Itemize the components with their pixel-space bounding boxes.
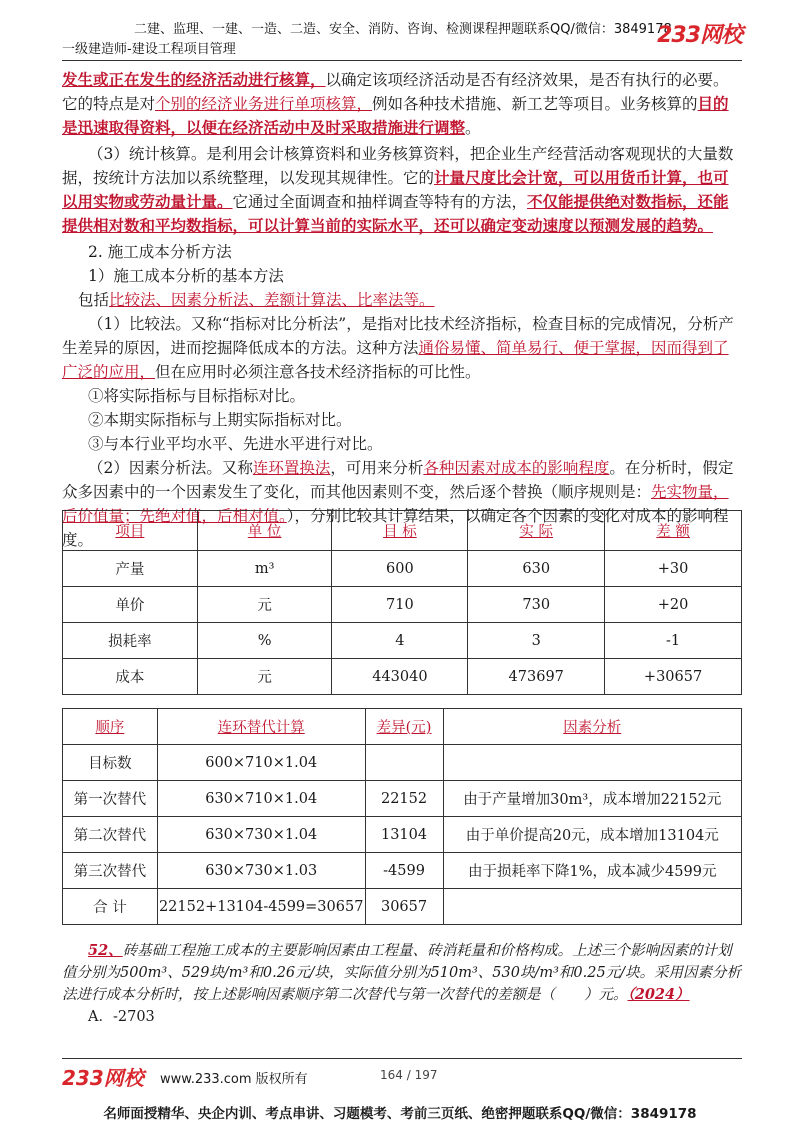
table-cell: -1 <box>605 623 742 659</box>
paragraph-comparison-method <box>62 312 738 384</box>
table-cell: +30657 <box>605 659 742 695</box>
table-cell: 元 <box>197 587 332 623</box>
table-cell: 由于产量增加30m³，成本增加22152元 <box>443 781 741 817</box>
table-cell: 630 <box>468 551 605 587</box>
table-cell <box>443 745 741 781</box>
table-cell <box>443 889 741 925</box>
exam-question <box>62 940 742 1028</box>
plain-text: 。 <box>465 119 481 137</box>
table-header-cell: 实 际 <box>468 511 605 551</box>
paragraph-business-accounting <box>62 68 738 140</box>
subsection-heading: 1）施工成本分析的基本方法 <box>88 267 284 285</box>
footer-divider <box>62 1058 742 1059</box>
table-cell: 473697 <box>468 659 605 695</box>
table-cell: 第一次替代 <box>63 781 158 817</box>
highlight-text: 比较法、因素分析法、差额计算法、比率法等。 <box>109 291 435 309</box>
highlight-text: 连环置换法 <box>252 459 331 477</box>
table-row <box>63 551 742 587</box>
footer-site: www.233.com 版权所有 <box>160 1072 308 1087</box>
plain-text: 例如各种技术措施、新工艺等项目。业务核算的 <box>372 95 698 113</box>
table-cell <box>365 745 443 781</box>
table-cell: 单价 <box>63 587 198 623</box>
highlight-text: 个别的经济业务进行单项核算， <box>155 95 373 113</box>
plain-text: 但在应用时必须注意各技术经济指标的可比性。 <box>155 363 481 381</box>
table-cell: 由于单价提高20元，成本增加13104元 <box>443 817 741 853</box>
table-cell: 3 <box>468 623 605 659</box>
table-cell: 损耗率 <box>63 623 198 659</box>
comparison-item-3: ③与本行业平均水平、先进水平进行对比。 <box>88 435 383 453</box>
plain-text: 以确定该项经济活动是否有经济效果，是否有执行的必要。它的特点是对 <box>62 71 729 113</box>
table-header-cell: 连环替代计算 <box>157 709 365 745</box>
highlight-text: 计量尺度比会计宽，可以用货币计算，也可以用实物或劳动量计量。 <box>62 168 729 211</box>
table-cell: 443040 <box>332 659 468 695</box>
footer-logo: 233网校 <box>62 1066 144 1090</box>
table-cell: 目标数 <box>63 745 158 781</box>
table-header-cell: 项目 <box>63 511 198 551</box>
highlight-text: 目的是迅速取得资料，以便在经济活动中及时采取措施进行调整 <box>62 94 729 137</box>
plain-text: 它通过全面调查和抽样调查等特有的方法， <box>232 193 528 211</box>
table-cell: 600×710×1.04 <box>157 745 365 781</box>
table-cell: 合 计 <box>63 889 158 925</box>
cost-comparison-table <box>62 510 742 695</box>
highlight-text: 通俗易懂、简单易行、便于掌握，因而得到了广泛的应用， <box>62 339 729 381</box>
table-cell: -4599 <box>365 853 443 889</box>
table-cell: 22152+13104-4599=30657 <box>157 889 365 925</box>
footer-contact: 名师面授精华、央企内训、考点串讲、习题模考、考前三页纸、绝密押题联系QQ/微信：3849178 <box>103 1106 697 1122</box>
table-row <box>63 587 742 623</box>
plain-text: （1）比较法。又称“指标对比分析法”，是指对比技术经济指标，检查目标的完成情况，分析产生差异的原因，进而挖掘降低成本的方法。这种方法 <box>62 315 734 357</box>
table-row <box>63 745 742 781</box>
brand-logo: 233网校 <box>657 23 742 48</box>
plain-text: （2）因素分析法。又称 <box>88 459 253 477</box>
question-year: （2024） <box>627 986 690 1003</box>
table-cell: 710 <box>332 587 468 623</box>
plain-text: （3）统计核算。是利用会计核算资料和业务核算资料，把企业生产经营活动客观现状的大量数据，按统计方法加以系统整理，以发现其规律性。它的 <box>62 145 734 187</box>
highlight-text: 不仅能提供绝对数指标，还能提供相对数和平均数指标，可以计算当前的实际水平，还可以确定变动速度以预测发展的趋势。 <box>62 192 729 235</box>
table-header-row <box>63 709 742 745</box>
header-subject: 一级建造师-建设工程项目管理 <box>62 42 236 57</box>
header-divider <box>62 60 742 61</box>
highlight-text: 先实物量，后价值量；先绝对值，后相对值。 <box>62 483 729 525</box>
table-cell: m³ <box>197 551 332 587</box>
plain-text: ，可用来分析 <box>330 459 424 477</box>
question-option-a: A．-2703 <box>88 1009 155 1025</box>
table-cell: 成本 <box>63 659 198 695</box>
paragraph-statistical-accounting <box>62 142 738 238</box>
table-cell: 630×710×1.04 <box>157 781 365 817</box>
table-cell: 13104 <box>365 817 443 853</box>
table-cell: 元 <box>197 659 332 695</box>
question-number: 52、 <box>88 942 123 959</box>
table-cell: 630×730×1.03 <box>157 853 365 889</box>
table-header-cell: 差异(元) <box>365 709 443 745</box>
table-cell: 600 <box>332 551 468 587</box>
plain-text: 。在分析时，假定众多因素中的一个因素发生了变化，而其他因素则不变，然后逐个替换（顺序规则是： <box>62 459 734 501</box>
table-row <box>63 853 742 889</box>
table-cell: 30657 <box>365 889 443 925</box>
table-cell: +30 <box>605 551 742 587</box>
table-cell: 第二次替代 <box>63 817 158 853</box>
comparison-item-1: ①将实际指标与目标指标对比。 <box>88 387 306 405</box>
table-cell: % <box>197 623 332 659</box>
highlight-text: 发生或正在发生的经济活动进行核算， <box>62 70 326 89</box>
table-row <box>63 659 742 695</box>
plain-text: 包括 <box>78 291 110 309</box>
page-number: 164 / 197 <box>380 1068 438 1082</box>
table-header-cell: 目 标 <box>332 511 468 551</box>
document-body <box>62 68 738 552</box>
table-row <box>63 817 742 853</box>
table-cell: 由于损耗率下降1%，成本减少4599元 <box>443 853 741 889</box>
table-row <box>63 781 742 817</box>
table-cell: 730 <box>468 587 605 623</box>
substitution-table <box>62 708 742 925</box>
table-cell: 第三次替代 <box>63 853 158 889</box>
question-stem <box>62 940 742 1006</box>
table-cell: 产量 <box>63 551 198 587</box>
table-cell: 22152 <box>365 781 443 817</box>
plain-text: ），分别比较其计算结果，以确定各个因素的变化对成本的影响程度。 <box>62 507 729 549</box>
header-contact: 二建、监理、一建、一造、二造、安全、消防、咨询、检测课程押题联系QQ/微信：3849178 <box>134 22 672 37</box>
question-text: 砖基础工程施工成本的主要影响因素由工程量、砖消耗量和价格构成。上述三个影响因素的计划值分别为500m³、529块/m³和0.26元/块，实际值分别为510m³、530块/m³和0.25元/块。采用因素分析法进行成本分析时，按上述影响因素顺序第二次替代与第一次替代的差额是（ ）元。 <box>62 943 742 1003</box>
table-header-cell: 顺序 <box>63 709 158 745</box>
table-header-cell: 单 位 <box>197 511 332 551</box>
table-row <box>63 889 742 925</box>
table-header-cell: 因素分析 <box>443 709 741 745</box>
methods-list <box>78 288 738 312</box>
table-cell: 630×730×1.04 <box>157 817 365 853</box>
page-header <box>62 14 742 58</box>
table-cell: +20 <box>605 587 742 623</box>
table-header-cell: 差 额 <box>605 511 742 551</box>
table-cell: 4 <box>332 623 468 659</box>
section-heading: 2. 施工成本分析方法 <box>88 243 232 261</box>
table-header-row <box>63 511 742 551</box>
highlight-text: 各种因素对成本的影响程度 <box>423 459 610 477</box>
table-row <box>63 623 742 659</box>
comparison-item-2: ②本期实际指标与上期实际指标对比。 <box>88 411 352 429</box>
